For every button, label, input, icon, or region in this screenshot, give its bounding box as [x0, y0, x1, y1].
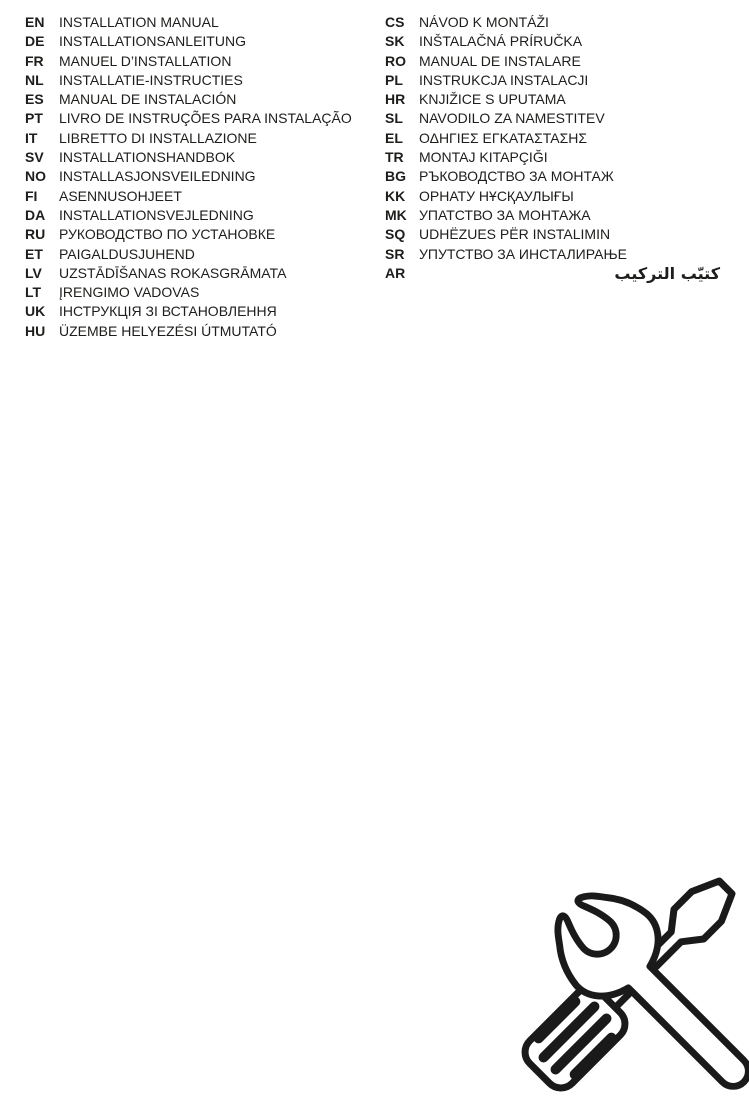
- list-item: [385, 167, 720, 186]
- list-item: [25, 245, 352, 264]
- language-code: ES: [25, 91, 44, 108]
- language-list-left: [25, 13, 352, 341]
- manual-title: INSTALLATIONSANLEITUNG: [59, 33, 246, 50]
- language-code: CS: [385, 14, 405, 30]
- list-item: [385, 52, 720, 71]
- language-code: RO: [385, 52, 406, 69]
- language-code: ET: [25, 245, 43, 262]
- manual-title: УПАТСТВО ЗА МОНТАЖА: [419, 206, 591, 223]
- language-code: EL: [385, 129, 403, 146]
- manual-title: РЪКОВОДСТВО ЗА МОНТАЖ: [419, 168, 614, 185]
- manual-title: LIVRO DE INSTRUÇÕES PARA INSTALAÇÃO: [59, 110, 352, 127]
- manual-title: MANUAL DE INSTALACIÓN: [59, 91, 237, 108]
- list-item: [25, 109, 352, 128]
- list-item: [385, 187, 720, 206]
- language-code: LT: [25, 284, 42, 301]
- manual-title: LIBRETTO DI INSTALLAZIONE: [59, 129, 257, 146]
- language-code: PT: [25, 110, 43, 127]
- manual-title: MANUAL DE INSTALARE: [419, 52, 581, 69]
- language-code: NL: [25, 71, 44, 88]
- language-code: MK: [385, 206, 407, 223]
- language-code: KK: [385, 187, 406, 204]
- list-item: [25, 283, 352, 302]
- list-item: [25, 302, 352, 321]
- manual-title: ÜZEMBE HELYEZÉSI ÚTMUTATÓ: [59, 322, 277, 339]
- language-code: NO: [25, 168, 46, 185]
- tools-icon: [505, 855, 749, 1097]
- language-code: RU: [25, 226, 46, 243]
- manual-title: NÁVOD K MONTÁŽI: [419, 14, 549, 30]
- manual-title: INSTALLATIE-INSTRUCTIES: [59, 71, 243, 88]
- manual-title: INSTALLASJONSVEILEDNING: [59, 168, 256, 185]
- list-item: [385, 245, 720, 264]
- manual-title: INSTALLATIONSVEJLEDNING: [59, 206, 254, 223]
- list-item: [25, 225, 352, 244]
- list-item: [385, 264, 720, 283]
- list-item: [25, 71, 352, 90]
- list-item: [385, 109, 720, 128]
- list-item: [385, 71, 720, 90]
- language-code: FR: [25, 52, 44, 69]
- language-code: SK: [385, 33, 405, 50]
- language-code: SR: [385, 245, 405, 262]
- list-item: [25, 129, 352, 148]
- manual-title: INŠTALAČNÁ PRÍRUČKA: [419, 33, 583, 50]
- list-item: [25, 167, 352, 186]
- manual-title-arabic: كتيّب التركيب: [614, 263, 720, 283]
- list-item: [385, 90, 720, 109]
- manual-title: INSTRUKCJA INSTALACJI: [419, 71, 589, 88]
- language-code: SQ: [385, 226, 406, 243]
- manual-title: УПУТСТВО ЗА ИНСТАЛИРАЊЕ: [419, 245, 627, 262]
- list-item: [25, 264, 352, 283]
- list-item: [385, 206, 720, 225]
- language-code: DA: [25, 206, 46, 223]
- language-code: BG: [385, 168, 406, 185]
- manual-title: KNJIŽICE S UPUTAMA: [419, 91, 566, 108]
- manual-title: NAVODILO ZA NAMESTITEV: [419, 110, 605, 127]
- list-item: [25, 322, 352, 341]
- manual-title: UDHËZUES PËR INSTALIMIN: [419, 226, 611, 243]
- list-item: [25, 90, 352, 109]
- language-code: SL: [385, 110, 403, 127]
- language-code: DE: [25, 33, 45, 50]
- list-item: [25, 206, 352, 225]
- manual-title: РУКОВОДСТВО ПО УСТАНОВКЕ: [59, 226, 276, 243]
- language-code: IT: [25, 129, 38, 146]
- language-code: EN: [25, 14, 45, 30]
- language-code: SV: [25, 149, 44, 166]
- language-code: HR: [385, 91, 406, 108]
- language-list-right: [385, 13, 720, 283]
- list-item: [385, 225, 720, 244]
- list-item: [385, 129, 720, 148]
- manual-title: ΟΔΗΓΙΕΣ ΕΓΚΑΤΑΣΤΑΣΗΣ: [419, 129, 587, 146]
- language-code: AR: [385, 264, 406, 281]
- manual-title: PAIGALDUSJUHEND: [59, 245, 195, 262]
- language-code: FI: [25, 187, 38, 204]
- manual-title: INSTALLATIONSHANDBOK: [59, 149, 236, 166]
- language-code: HU: [25, 322, 46, 339]
- manual-title: MANUEL D’INSTALLATION: [59, 52, 232, 69]
- manual-title: ОРНАТУ НҰСҚАУЛЫҒЫ: [419, 187, 574, 204]
- manual-title: INSTALLATION MANUAL: [59, 14, 219, 30]
- manual-title: UZSTĀDĪŠANAS ROKASGRĀMATA: [59, 264, 287, 281]
- language-code: UK: [25, 303, 46, 320]
- language-code: TR: [385, 149, 404, 166]
- list-item: [385, 32, 720, 51]
- manual-title: MONTAJ KITAPÇIĞI: [419, 149, 548, 166]
- list-item: [385, 148, 720, 167]
- list-item: [25, 52, 352, 71]
- language-code: LV: [25, 264, 42, 281]
- list-item: [25, 13, 352, 32]
- manual-title: ASENNUSOHJEET: [59, 187, 182, 204]
- manual-title: ІНСТРУКЦІЯ ЗІ ВСТАНОВЛЕННЯ: [59, 303, 277, 320]
- manual-title: ĮRENGIMO VADOVAS: [59, 284, 200, 301]
- language-code: PL: [385, 71, 403, 88]
- list-item: [385, 13, 720, 32]
- list-item: [25, 148, 352, 167]
- list-item: [25, 32, 352, 51]
- list-item: [25, 187, 352, 206]
